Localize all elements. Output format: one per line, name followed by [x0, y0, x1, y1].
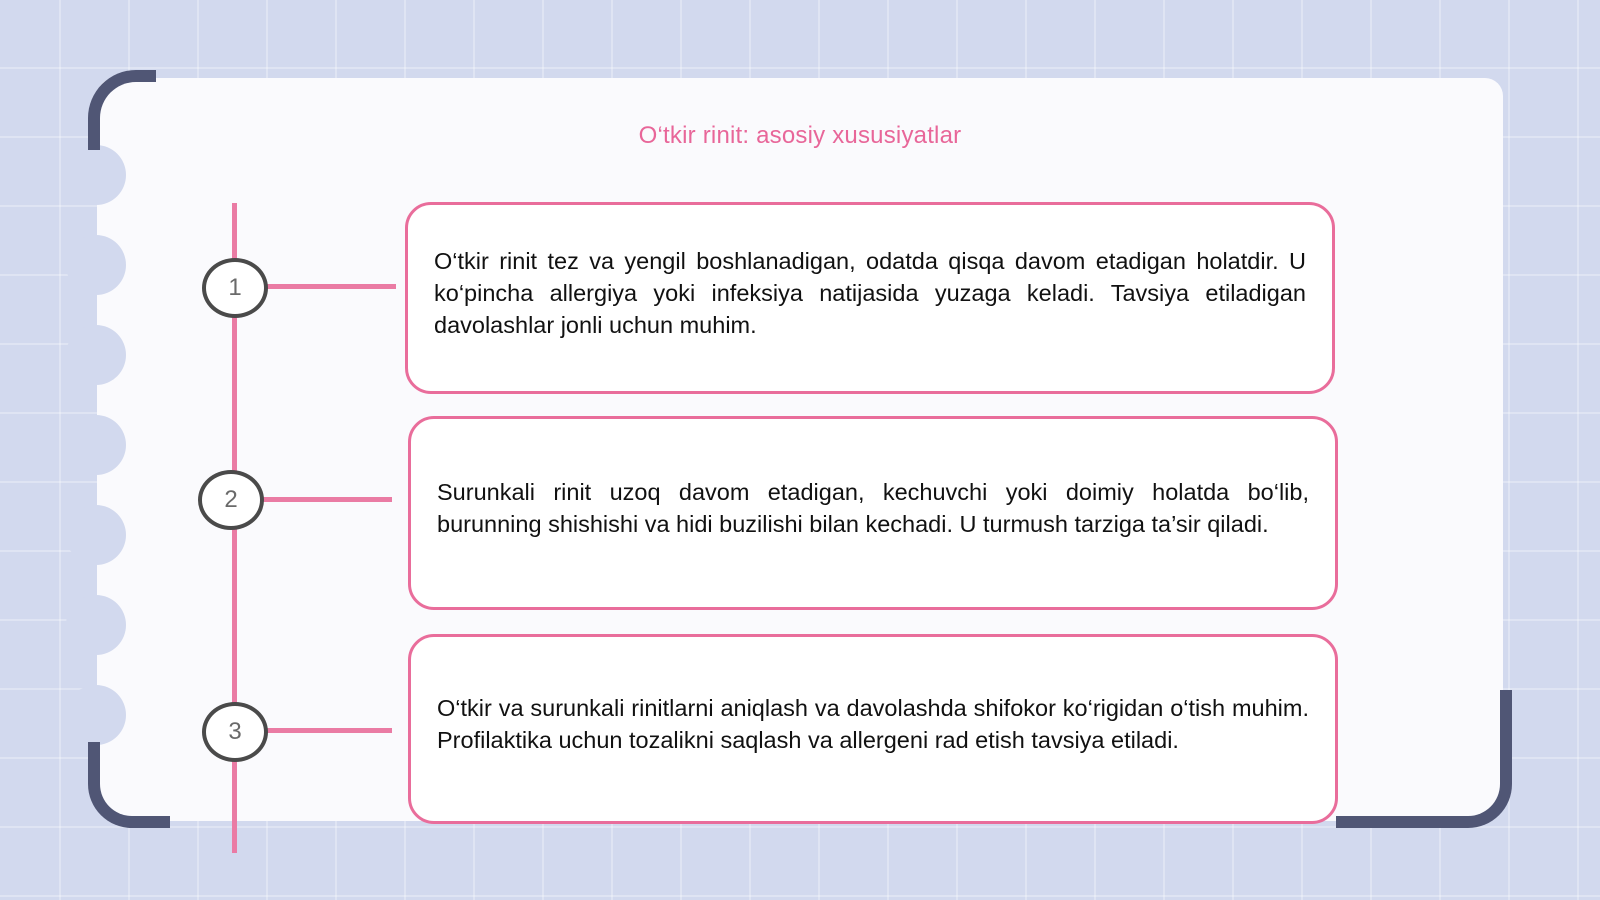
scallop-decoration: [66, 505, 126, 565]
timeline-node-number: 3: [228, 718, 242, 745]
scallop-decoration: [66, 595, 126, 655]
timeline-box-2: [408, 416, 1338, 610]
corner-bracket-bottom-left: [88, 742, 170, 828]
corner-bracket-bottom-right: [1336, 690, 1512, 828]
timeline-node-2: [198, 470, 264, 530]
timeline-box-text: O‘tkir va surunkali rinitlarni aniqlash va davolashda shifokor ko‘rigidan o‘tish muhim. Profilaktika uchun tozalikni saqlash va allergeni rad etish tavsiya etiladi.: [437, 695, 1309, 753]
timeline-node-number: 2: [224, 486, 238, 513]
scallop-decoration: [66, 685, 126, 745]
timeline-box-3: [408, 634, 1338, 824]
timeline-box-text: O‘tkir rinit tez va yengil boshlanadigan, odatda qisqa davom etadigan holatdir. U ko‘pincha allergiya yoki infeksiya natijasida yuzaga keladi. Tavsiya etiladigan davolashlar jonli uchun muhim.: [434, 248, 1306, 338]
scallop-decoration: [66, 145, 126, 205]
timeline-box-text: Surunkali rinit uzoq davom etadigan, kechuvchi yoki doimiy holatda bo‘lib, burunning shishishi va hidi buzilishi bilan kechadi. U turmush tarziga ta’sir qiladi.: [437, 479, 1309, 537]
slide-title: O‘tkir rinit: asosiy xususiyatlar: [638, 122, 962, 149]
scallop-decoration: [66, 235, 126, 295]
timeline-node-1: [202, 258, 268, 318]
timeline-node-number: 1: [228, 274, 242, 301]
timeline-connector: [262, 497, 392, 502]
timeline-connector: [266, 728, 392, 733]
timeline-node-3: [202, 702, 268, 762]
scallop-decoration: [66, 415, 126, 475]
timeline-box-1: [405, 202, 1335, 394]
scallop-decoration: [66, 325, 126, 385]
timeline-connector: [266, 284, 396, 289]
